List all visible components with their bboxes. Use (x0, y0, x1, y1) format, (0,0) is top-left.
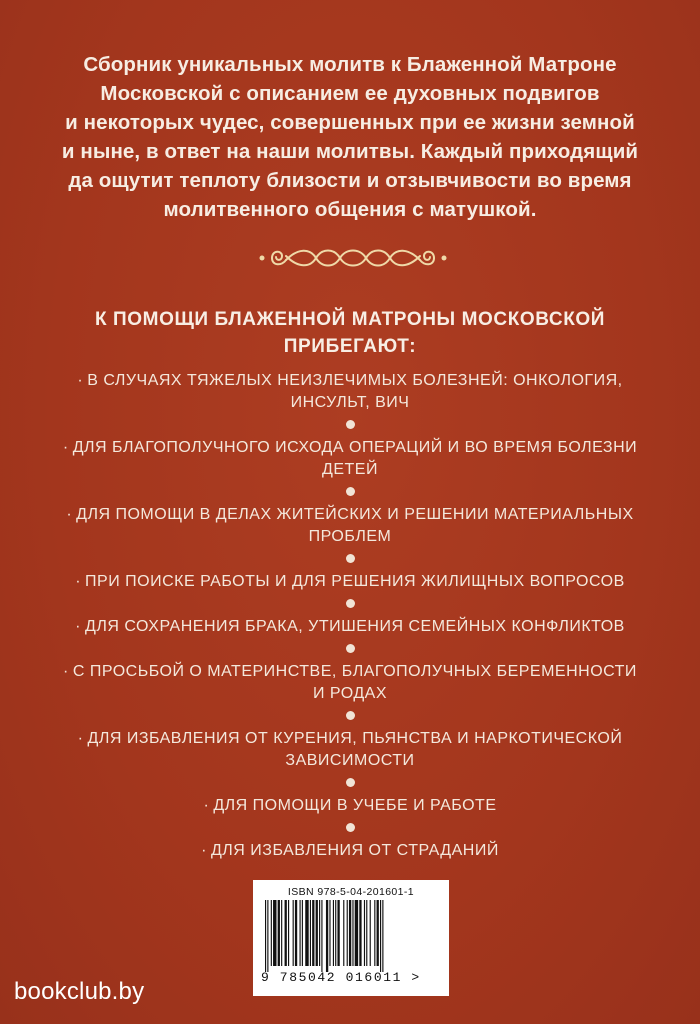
help-list (40, 370, 660, 862)
description-line: Московской с описанием ее духовных подвигов (100, 82, 600, 105)
isbn-label: ISBN 978-5-04-201601-1 (287, 886, 415, 898)
barcode-bar (364, 900, 365, 966)
barcode-bar (377, 900, 379, 966)
barcode-bar (288, 900, 289, 966)
bullet-mark: · (203, 797, 210, 814)
list-item-line: ЗАВИСИМОСТИ (285, 752, 415, 769)
list-item-line: ДЕТЕЙ (322, 461, 378, 478)
list-item-line: И РОДАХ (312, 685, 388, 702)
description-line: да ощутит теплоту близости и отзывчивости во время (68, 169, 632, 192)
barcode-bar (285, 900, 287, 966)
list-item-line: ДЛЯ ИЗБАВЛЕНИЯ ОТ СТРАДАНИЙ (210, 842, 499, 859)
barcode-bar (347, 900, 348, 966)
heading-line: К ПОМОЩИ БЛАЖЕННОЙ МАТРОНЫ МОСКОВСКОЙ (94, 309, 606, 330)
bullet-mark: · (63, 663, 69, 680)
barcode-bar (316, 900, 318, 966)
barcode-bar (305, 900, 308, 966)
section-heading (40, 306, 660, 360)
barcode-digits: 9 785042 016011 > (261, 970, 421, 985)
heading-line: ПРИБЕГАЮТ: (283, 336, 417, 357)
bullet-mark: · (62, 439, 69, 456)
separator-dot (346, 599, 355, 608)
list-item (40, 661, 660, 705)
separator-dot (346, 644, 355, 653)
barcode-bar (352, 900, 353, 966)
bullet-mark: · (75, 573, 82, 590)
list-item (40, 571, 660, 593)
list-item-line: ПРОБЛЕМ (308, 528, 392, 545)
description-text (40, 50, 660, 224)
separator-dot (346, 554, 355, 563)
barcode-bar (300, 900, 301, 966)
barcode-bar (355, 900, 358, 966)
barcode-bar (321, 900, 322, 972)
description-line: и ныне, в ответ на наши молитвы. Каждый приходящий (61, 140, 639, 163)
barcode-bar (302, 900, 303, 966)
bullet-mark: · (77, 730, 84, 747)
barcode-bar (312, 900, 314, 966)
bullet-mark: · (66, 506, 73, 523)
list-item (40, 616, 660, 638)
separator-dot (346, 823, 355, 832)
isbn-barcode (253, 880, 449, 996)
barcode-bar (278, 900, 280, 966)
list-item (40, 437, 660, 481)
list-item (40, 504, 660, 548)
list-item-line: ДЛЯ ИЗБАВЛЕНИЯ ОТ КУРЕНИЯ, ПЬЯНСТВА И НАРКОТИЧЕСКОЙ (87, 730, 623, 747)
barcode-bar (329, 900, 330, 966)
separator-dot (346, 487, 355, 496)
list-item (40, 795, 660, 817)
barcode-icon (261, 900, 441, 972)
list-item-line: ИНСУЛЬТ, ВИЧ (290, 394, 410, 411)
barcode-bar (295, 900, 297, 966)
barcode-bar (326, 900, 328, 972)
barcode-bar (271, 900, 272, 966)
description-line: молитвенного общения с матушкой. (163, 198, 537, 221)
bullet-mark: · (77, 372, 84, 389)
barcode-bar (370, 900, 371, 966)
barcode-bar (333, 900, 334, 966)
barcode-bar (281, 900, 282, 966)
list-item-line: ДЛЯ СОХРАНЕНИЯ БРАКА, УТИШЕНИЯ СЕМЕЙНЫХ КОНФЛИКТОВ (85, 618, 625, 635)
barcode-bar (380, 900, 381, 972)
watermark-site: bookclub.by (14, 978, 145, 1005)
barcode-bar (293, 900, 294, 966)
barcode-bar (335, 900, 336, 966)
list-item (40, 370, 660, 414)
list-item (40, 840, 660, 862)
barcode-bar (374, 900, 375, 966)
list-item-line: ДЛЯ ПОМОЩИ В ДЕЛАХ ЖИТЕЙСКИХ И РЕШЕНИИ МАТЕРИАЛЬНЫХ (76, 506, 634, 523)
separator-dot (346, 778, 355, 787)
barcode-bar (359, 900, 361, 966)
list-item-line: ДЛЯ ПОМОЩИ В УЧЕБЕ И РАБОТЕ (213, 797, 497, 814)
description-line: и некоторых чудес, совершенных при ее жизни земной (65, 111, 635, 134)
scroll-ornament-icon (258, 244, 448, 272)
barcode-bar (382, 900, 383, 972)
barcode-bar (343, 900, 344, 966)
separator-dot (346, 711, 355, 720)
separator-dot (346, 420, 355, 429)
barcode-bar (319, 900, 320, 966)
bullet-mark: · (201, 842, 207, 859)
bullet-mark: · (75, 618, 81, 635)
barcode-bar (273, 900, 276, 966)
list-item-line: ДЛЯ БЛАГОПОЛУЧНОГО ИСХОДА ОПЕРАЦИЙ И ВО ВРЕМЯ БОЛЕЗНИ (72, 439, 638, 456)
barcode-bar (349, 900, 351, 966)
barcode-bar (366, 900, 367, 966)
barcode-bar (337, 900, 339, 966)
list-item (40, 728, 660, 772)
description-line: Сборник уникальных молитв к Блаженной Матроне (83, 53, 617, 76)
barcode-bar (267, 900, 268, 972)
list-item-line: С ПРОСЬБОЙ О МАТЕРИНСТВЕ, БЛАГОПОЛУЧНЫХ БЕРЕМЕННОСТИ (72, 663, 637, 680)
list-item-line: В СЛУЧАЯХ ТЯЖЕЛЫХ НЕИЗЛЕЧИМЫХ БОЛЕЗНЕЙ: ОНКОЛОГИЯ, (87, 372, 623, 389)
list-item-line: ПРИ ПОИСКЕ РАБОТЫ И ДЛЯ РЕШЕНИЯ ЖИЛИЩНЫХ ВОПРОСОВ (85, 573, 625, 590)
barcode-bar (310, 900, 311, 966)
barcode-bar (265, 900, 266, 972)
